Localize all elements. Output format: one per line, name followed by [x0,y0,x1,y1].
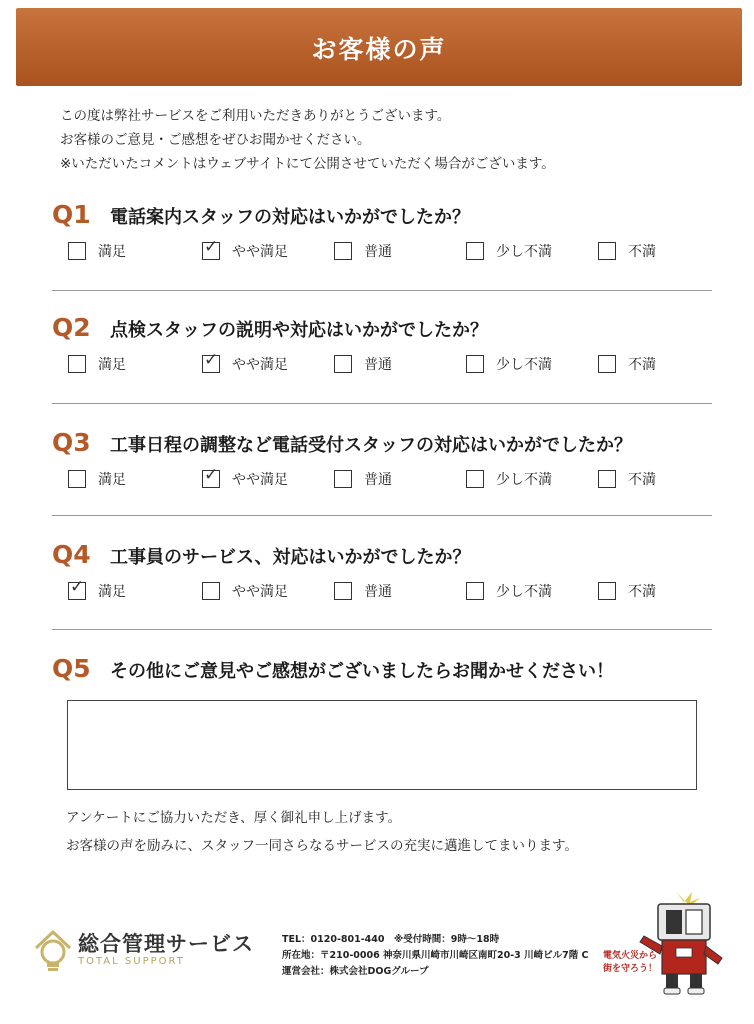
logo-name: 総合管理サービス [78,932,254,956]
checkbox[interactable] [68,355,86,373]
checkbox[interactable] [202,582,220,600]
checkbox-checked[interactable] [202,350,220,373]
intro-line-1: この度は弊社サービスをご利用いただきありがとうございます。 [60,108,451,124]
contact-operator: 運営会社：株式会社DOGグループ [282,966,429,977]
question-text: 工事日程の調整など電話受付スタッフの対応はいかがでしたか？ [110,435,632,456]
option-somewhat-dissatisfied[interactable]: 少し不満 [466,581,552,601]
option-somewhat-satisfied[interactable]: ✓ やや満足 [204,350,288,373]
check-mark-icon: ✓ [204,237,219,257]
check-mark-icon: ✓ [70,577,85,597]
divider [52,629,712,630]
checkbox[interactable] [598,470,616,488]
company-logo [32,926,272,976]
option-satisfied[interactable]: 満足 [68,469,126,489]
option-satisfied[interactable]: ✓ 満足 [70,577,126,600]
question-number: Q4 [52,540,91,569]
divider [52,515,712,516]
checkbox-checked[interactable] [68,577,86,600]
option-somewhat-satisfied[interactable]: ✓ やや満足 [204,237,288,260]
lightbulb-house-icon [32,926,74,974]
question-text: 工事員のサービス、対応はいかがでしたか？ [110,547,471,568]
intro-text [60,104,555,176]
checkbox[interactable] [68,242,86,260]
logo-subtitle: TOTAL SUPPORT [78,956,185,967]
divider [52,403,712,404]
checkbox[interactable] [598,242,616,260]
question-text: 電話案内スタッフの対応はいかがでしたか？ [110,207,470,228]
question-text: 点検スタッフの説明や対応はいかがでしたか？ [110,320,488,341]
option-somewhat-satisfied[interactable]: やや満足 [202,581,288,601]
intro-line-2: お客様のご意見・ご感想をぜひお聞かせください。 [60,132,371,148]
option-somewhat-dissatisfied[interactable]: 少し不満 [466,354,552,374]
check-mark-icon: ✓ [204,465,219,485]
option-neutral[interactable]: 普通 [334,354,392,374]
checkbox[interactable] [466,582,484,600]
checkbox[interactable] [466,470,484,488]
check-mark-icon: ✓ [204,350,219,370]
question-number: Q1 [52,200,91,229]
question-number: Q3 [52,428,91,457]
question-3 [52,428,712,499]
checkbox-checked[interactable] [202,237,220,260]
checkbox[interactable] [334,582,352,600]
checkbox[interactable] [466,242,484,260]
checkbox[interactable] [598,582,616,600]
intro-line-3: ※いただいたコメントはウェブサイトにて公開させていただく場合がございます。 [60,156,555,172]
option-somewhat-dissatisfied[interactable]: 少し不満 [466,469,552,489]
divider [52,290,712,291]
question-number: Q5 [52,654,91,683]
option-dissatisfied[interactable]: 不満 [598,354,656,374]
checkbox[interactable] [598,355,616,373]
option-neutral[interactable]: 普通 [334,581,392,601]
closing-text [66,804,578,860]
checkbox[interactable] [466,355,484,373]
answer-options [52,465,712,499]
question-2 [52,313,712,384]
page-title: お客様の声 [311,35,447,64]
mascot-illustration [638,888,730,998]
question-text: その他にご意見やご感想がございましたらお聞かせください！ [110,661,614,682]
checkbox[interactable] [334,242,352,260]
answer-options [52,577,712,611]
answer-options [52,237,712,271]
option-satisfied[interactable]: 満足 [68,354,126,374]
closing-line-2: お客様の声を励みに、スタッフ一同さらなるサービスの充実に邁進してまいります。 [66,838,578,854]
checkbox[interactable] [68,470,86,488]
contact-address: 所在地：〒210-0006 神奈川県川崎市川崎区南町20-3 川崎ビル7階 C [282,950,589,961]
question-4 [52,540,712,611]
option-dissatisfied[interactable]: 不満 [598,241,656,261]
contact-info [282,932,589,980]
option-somewhat-satisfied[interactable]: ✓ やや満足 [204,465,288,488]
option-dissatisfied[interactable]: 不満 [598,469,656,489]
question-5 [52,654,712,683]
checkbox-checked[interactable] [202,465,220,488]
contact-tel: TEL：0120-801-440 ※受付時間：9時～18時 [282,934,500,945]
comment-box[interactable] [67,700,697,790]
option-somewhat-dissatisfied[interactable]: 少し不満 [466,241,552,261]
question-number: Q2 [52,313,91,342]
answer-options [52,350,712,384]
option-neutral[interactable]: 普通 [334,469,392,489]
mascot-slogan: 電気火災から 街を守ろう！ [603,951,658,974]
checkbox[interactable] [334,470,352,488]
option-neutral[interactable]: 普通 [334,241,392,261]
header-banner [16,8,742,86]
closing-line-1: アンケートにご協力いただき、厚く御礼申し上げます。 [66,810,402,826]
question-1 [52,200,712,271]
option-satisfied[interactable]: 満足 [68,241,126,261]
checkbox[interactable] [334,355,352,373]
option-dissatisfied[interactable]: 不満 [598,581,656,601]
